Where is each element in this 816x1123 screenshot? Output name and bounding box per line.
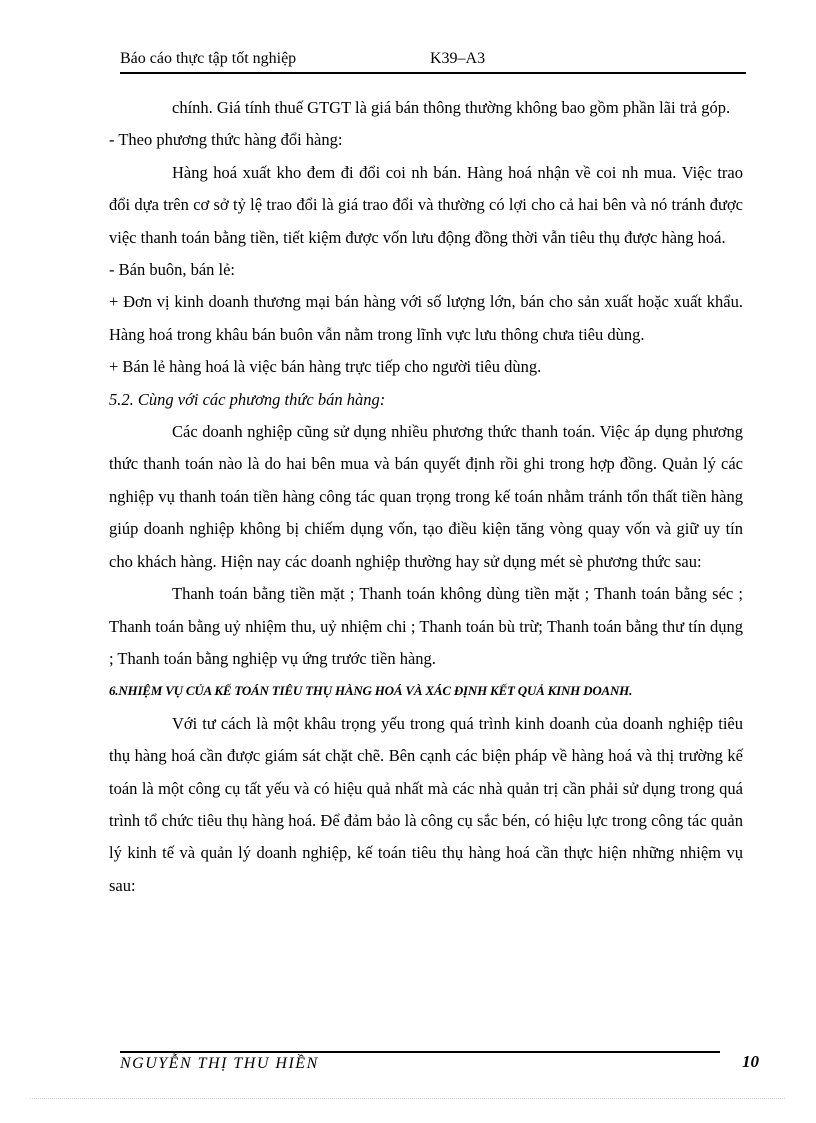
section-heading-5-2: 5.2. Cùng với các phương thức bán hàng: [109,389,386,409]
paragraph-payment-methods: Các doanh nghiệp cũng sử dụng nhiều phương thức thanh toán. Việc áp dụng phương thức thanh toán nào là do hai bên mua và bán quyết định rồi ghi trong hợp đồng. Quản lý các nghiệp vụ thanh toán tiền hàng công tác quan trọng trong kế toán nhằm tránh tổn thất tiền hàng giúp doanh nghiệp không bị chiếm dụng vốn, tạo điều kiện tăng vòng quay vốn và giữ uy tín cho khách hàng. Hiện nay các doanh nghiệp thường hay sử dụng mét sè phương thức sau: [109,422,743,571]
paragraph-retail: + Bán lẻ hàng hoá là việc bán hàng trực tiếp cho người tiêu dùng. [109,357,542,377]
page-bottom-divider [30,1098,785,1099]
paragraph-accounting-duties: Với tư cách là một khâu trọng yếu trong quá trình kinh doanh của doanh nghiệp tiêu thụ hàng hoá cần được giám sát chặt chẽ. Bên cạnh các biện pháp về hàng hoá và thị trường kế toán là một công cụ tất yếu và có hiệu quả nhất mà các nhà quản trị cần phải sử dụng trong quá trình tổ chức tiêu thụ hàng hoá. Để đảm bảo là công cụ sắc bén, có hiệu lực trong công tác quản lý kinh tế và quản lý doanh nghiệp, kế toán tiêu thụ hàng hoá cần thực hiện những nhiệm vụ sau: [109,713,743,895]
list-item-barter: - Theo phương thức hàng đổi hàng: [109,130,343,150]
list-item-wholesale-retail: - Bán buôn, bán lẻ: [109,260,236,280]
paragraph-continuation: chính. Giá tính thuế GTGT là giá bán thông thường không bao gồm phần lãi trả góp. [172,98,731,117]
footer-divider [120,1051,720,1053]
document-body [109,92,743,902]
page-number: 10 [742,1052,759,1071]
paragraph-payment-list: Thanh toán bằng tiền mặt ; Thanh toán không dùng tiền mặt ; Thanh toán bằng séc ; Thanh toán bằng uỷ nhiệm thu, uỷ nhiệm chi ; Thanh toán bù trừ; Thanh toán bằng thư tín dụng ; Thanh toán bằng nghiệp vụ ứng trước tiền hàng. [109,584,743,668]
paragraph-wholesale: + Đơn vị kinh doanh thương mại bán hàng với số lượng lớn, bán cho sản xuất hoặc xuất khẩu. Hàng hoá trong khâu bán buôn vẫn nằm trong lĩnh vực lưu thông chưa tiêu dùng. [109,292,743,344]
page-header [120,50,746,74]
class-code: K39–A3 [430,50,486,67]
footer-author: NGUYỄN THỊ THU HIỀN [120,1055,319,1072]
paragraph-barter: Hàng hoá xuất kho đem đi đổi coi nh bán. Hàng hoá nhận về coi nh mua. Việc trao đổi dựa trên cơ sở tỷ lệ trao đổi là giá trao đổi và thường có lợi cho cả hai bên và nó tránh được việc thanh toán bằng tiền, tiết kiệm được vốn lưu động đồng thời vẫn tiêu thụ được hàng hoá. [109,162,743,247]
section-heading-6: 6.NHIỆM VỤ CỦA KẾ TOÁN TIÊU THỤ HÀNG HOÁ VÀ XÁC ĐỊNH KẾT QUẢ KINH DOANH. [109,683,633,699]
report-title: Báo cáo thực tập tốt nghiệp [120,50,297,67]
